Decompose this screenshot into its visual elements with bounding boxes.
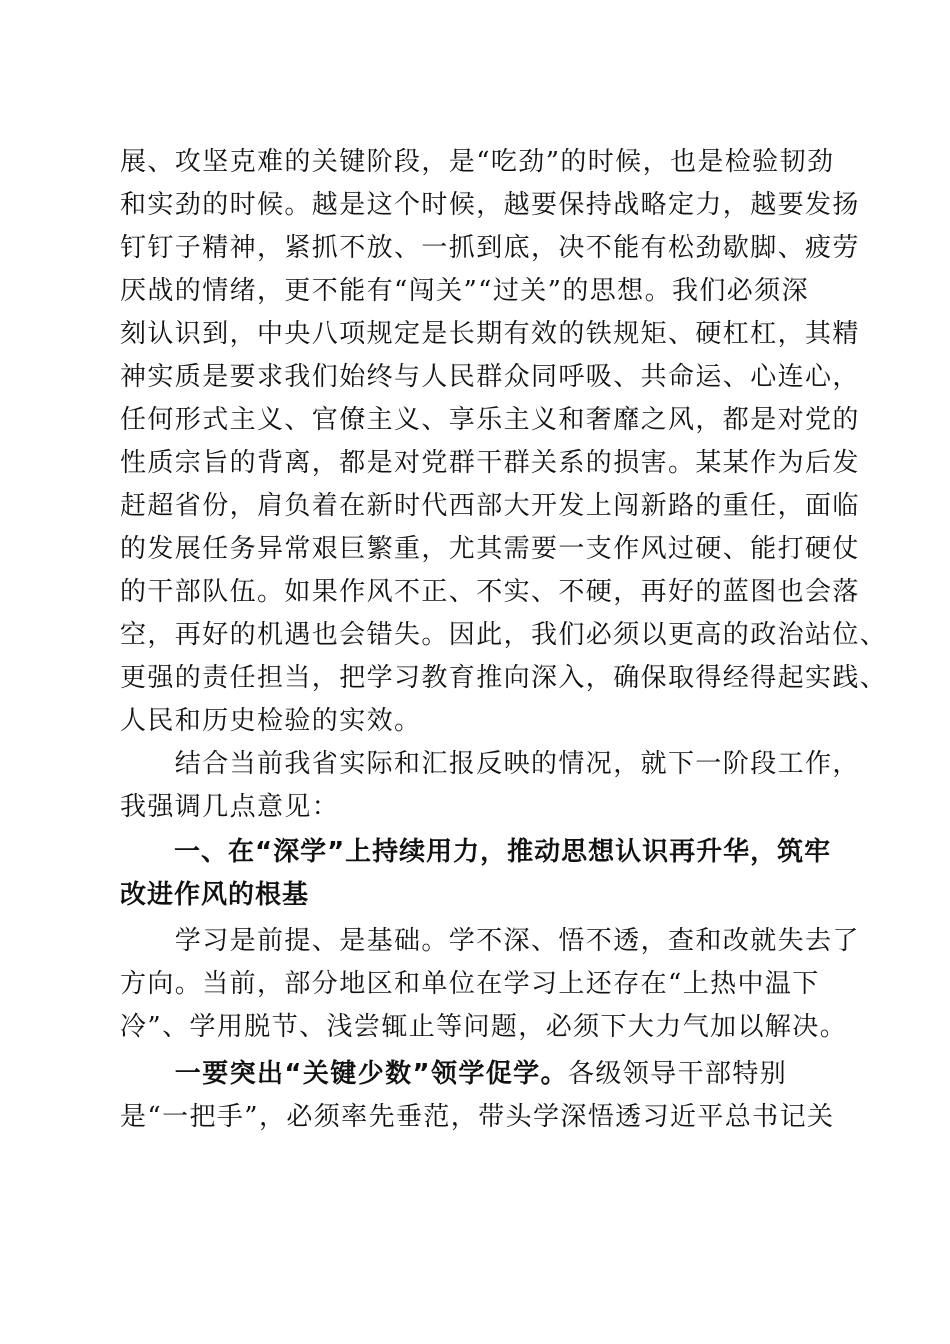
text-line: 结合当前我省实际和汇报反映的情况，就下一阶段工作， — [120, 749, 860, 779]
text-line: 展、攻坚克难的关键阶段，是“吃劲”的时候，也是检验韧劲 — [120, 147, 835, 177]
text-line: 人民和历史检验的实效。 — [120, 706, 422, 736]
text-line: 更强的责任担当，把学习教育推向深入，确保取得经得起实践、 — [120, 663, 888, 693]
text-line: 厌战的情绪，更不能有“闯关”“过关”的思想。我们必须深 — [120, 276, 809, 306]
point-lead: 一要突出“关键少数”领学促学。 — [120, 1059, 568, 1089]
text-line: 性质宗旨的背离，都是对党群干群关系的损害。某某作为后发 — [120, 448, 860, 478]
text-line: 赶超省份，肩负着在新时代西部大开发上闯新路的重任，面临 — [120, 491, 860, 521]
section-heading: 一、在“深学”上持续用力，推动思想认识再升华，筑牢 — [120, 837, 832, 867]
text-line: 空，再好的机遇也会错失。因此，我们必须以更高的政治站位、 — [120, 620, 888, 650]
text-line: 的发展任务异常艰巨繁重，尤其需要一支作风过硬、能打硬仗 — [120, 534, 860, 564]
text-line: 是“一把手”，必须率先垂范，带头学深悟透习近平总书记关 — [120, 1102, 835, 1132]
text-line — [120, 1055, 840, 1093]
text-line: 钉钉子精神，紧抓不放、一抓到底，决不能有松劲歇脚、疲劳 — [120, 233, 860, 263]
text-line: 和实劲的时候。越是这个时候，越要保持战略定力，越要发扬 — [120, 190, 860, 220]
point-body: 各级领导干部特别 — [567, 1059, 788, 1089]
text-line: 任何形式主义、官僚主义、享乐主义和奢靡之风，都是对党的 — [120, 405, 860, 435]
text-line: 神实质是要求我们始终与人民群众同呼吸、共命运、心连心， — [120, 362, 860, 392]
text-line: 的干部队伍。如果作风不正、不实、不硬，再好的蓝图也会落 — [120, 577, 860, 607]
text-line: 冷”、学用脱节、浅尝辄止等问题，必须下大力气加以解决。 — [120, 1012, 848, 1042]
text-line: 我强调几点意见： — [120, 792, 340, 822]
section-heading: 改进作风的根基 — [120, 880, 310, 910]
text-line: 方向。当前，部分地区和单位在学习上还存在“上热中温下 — [120, 969, 820, 999]
text-line: 刻认识到，中央八项规定是长期有效的铁规矩、硬杠杠，其精 — [120, 319, 860, 349]
text-line: 学习是前提、是基础。学不深、悟不透，查和改就失去了 — [120, 926, 860, 956]
